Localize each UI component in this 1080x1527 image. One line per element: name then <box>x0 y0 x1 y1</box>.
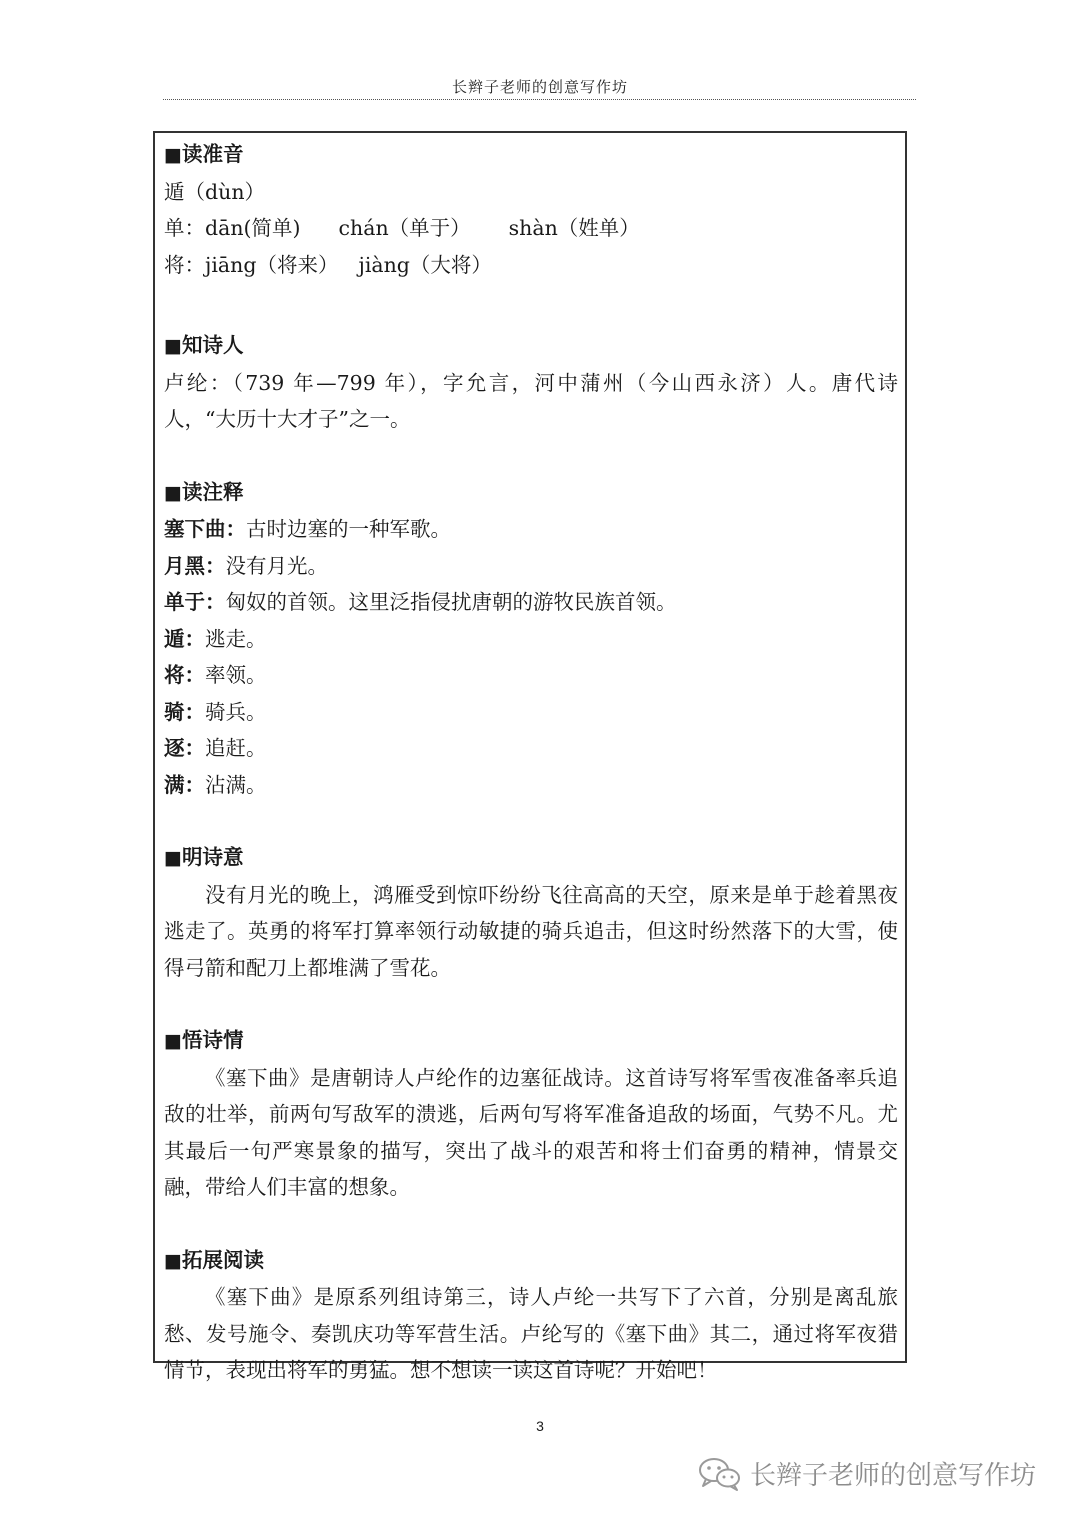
section-heading-poet: ■知诗人 <box>164 333 244 357</box>
note-item: 逐：追赶。 <box>164 736 267 760</box>
emotion-paragraph: 《塞下曲》是唐朝诗人卢纶作的边塞征战诗。这首诗写将军雪夜准备率兵追敌的壮举，前两句写敌军的溃逃，后两句写将军准备追敌的场面，气势不凡。尤其最后一句严寒景象的描写，突出了战斗的艰苦和将士们奋勇的精神，情景交融，带给人们丰富的想象。 <box>164 1065 898 1199</box>
pronunciation-line-3: 将：jiāng（将来） jiàng（大将） <box>164 252 492 277</box>
header-divider <box>163 99 916 100</box>
watermark <box>698 1455 1036 1492</box>
content-body <box>164 136 898 1389</box>
page-header-title: 长辫子老师的创意写作坊 <box>451 78 628 96</box>
wechat-icon <box>698 1456 742 1492</box>
note-item: 月黑：没有月光。 <box>164 553 328 578</box>
square-bullet-icon: ■ <box>164 481 182 504</box>
square-bullet-icon: ■ <box>164 1030 182 1052</box>
note-item: 遁：逃走。 <box>164 626 267 651</box>
section-heading-pronunciation: ■读准音 <box>164 142 244 166</box>
meaning-paragraph: 没有月光的晚上，鸿雁受到惊吓纷纷飞往高高的天空，原来是单于趁着黑夜逃走了。英勇的将军打算率领行动敏捷的骑兵追击，但这时纷然落下的大雪，使得弓箭和配刀上都堆满了雪花。 <box>164 882 898 980</box>
square-bullet-icon: ■ <box>164 1249 182 1272</box>
note-item: 塞下曲：古时边塞的一种军歌。 <box>164 517 451 541</box>
extended-reading-paragraph: 《塞下曲》是原系列组诗第三，诗人卢纶一共写下了六首，分别是离乱旅愁、发号施令、奏凯庆功等军营生活。卢纶写的《塞下曲》其二，通过将军夜猎情节，表现出将军的勇猛。想不想读一读这首诗呢？开始吧！ <box>164 1285 898 1382</box>
note-item: 将：率领。 <box>164 663 267 687</box>
pronunciation-line-1: 遁（dùn） <box>164 179 266 204</box>
square-bullet-icon: ■ <box>164 335 182 357</box>
note-item: 单于：匈奴的首领。这里泛指侵扰唐朝的游牧民族首领。 <box>164 590 677 614</box>
watermark-text: 长辫子老师的创意写作坊 <box>750 1461 1037 1491</box>
section-heading-meaning: ■明诗意 <box>164 845 244 869</box>
section-heading-notes: ■读注释 <box>164 479 244 504</box>
section-heading-emotion: ■悟诗情 <box>164 1028 244 1052</box>
note-item: 满：沾满。 <box>164 772 267 797</box>
page-number: 3 <box>536 1418 544 1434</box>
pronunciation-line-2: 单：dān(简单) chán（单于） shàn（姓单） <box>164 216 640 240</box>
poet-description: 卢纶：（739 年—799 年），字允言，河中蒲州（今山西永济）人。唐代诗人，“大历十大才子”之一。 <box>164 370 898 431</box>
square-bullet-icon: ■ <box>164 847 182 869</box>
square-bullet-icon: ■ <box>164 144 182 166</box>
section-heading-extended-reading: ■拓展阅读 <box>164 1247 264 1272</box>
note-item: 骑：骑兵。 <box>164 699 267 724</box>
